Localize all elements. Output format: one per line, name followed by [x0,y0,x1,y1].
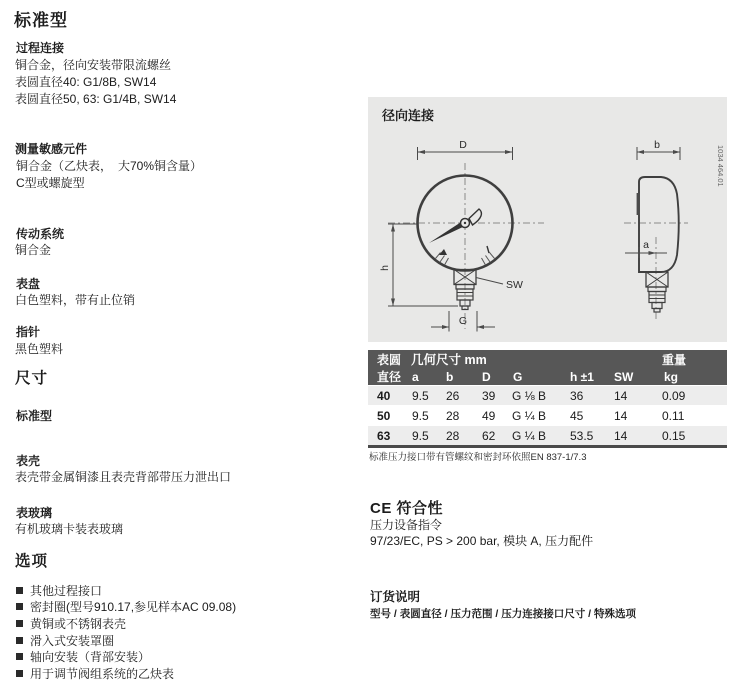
options-heading: 选项 [15,553,49,570]
dim-label-G: G [458,315,468,327]
ordering-heading: 订货说明 [370,590,421,604]
option-item [15,615,236,632]
section-label-case: 表壳 [16,454,41,468]
cell-kg: 0.15 [662,428,686,443]
ce-line-detail: 97/23/EC, PS > 200 bar, 模块 A, 压力配件 [370,534,594,548]
ce-heading: CE 符合性 [370,500,444,517]
option-item [15,648,236,665]
header-col-SW: SW [614,369,634,384]
dim-label-D: D [459,139,467,151]
section-case-text: 表壳带金属铜漆且表壳背部带压力泄出口 [15,470,232,484]
square-bullet-icon [16,620,23,627]
cell-SW: 14 [614,408,628,423]
cell-dia: 40 [377,388,391,403]
section-sensing-element-text [16,158,202,192]
option-label: 轴向安装（背部安装） [30,650,151,665]
dimensions-subheading: 标准型 [16,409,53,423]
cell-h: 36 [570,388,584,403]
cell-SW: 14 [614,428,628,443]
text-line: 表圆直径40: G1/8B, SW14 [15,75,157,89]
section-dial-text: 白色塑料，带有止位销 [15,293,136,307]
section-label-movement: 传动系统 [16,227,65,241]
cell-G: G ⅛ B [512,388,547,403]
table-footnote: 标准压力接口带有管螺纹和密封环依照EN 837-1/7.3 [369,452,587,463]
text-line: 铜合金（乙炔表， 大70%铜含量） [16,159,203,173]
panel-title: 径向连接 [382,108,435,123]
drawing-reference-number: 1034 464.01 [716,145,725,187]
header-weight: 重量 [662,352,687,367]
ce-line-directive: 压力设备指令 [370,518,443,532]
text-line: 铜合金，径向安装带限流螺丝 [15,58,172,72]
cell-G: G ¼ B [512,408,547,423]
ordering-text: 型号 / 表圆直径 / 压力范围 / 压力连接接口尺寸 / 特殊选项 [370,608,637,620]
cell-dia: 63 [377,428,391,443]
cell-SW: 14 [614,388,628,403]
table-row [368,405,727,425]
square-bullet-icon [16,637,23,644]
option-item [15,582,236,599]
dim-label-h: h [379,265,391,271]
cell-a: 9.5 [412,408,429,423]
section-label-dial: 表盘 [16,277,41,291]
cell-kg: 0.09 [662,388,686,403]
header-col-D: D [482,369,491,384]
header-kg: kg [664,369,679,384]
table-header [368,350,727,385]
text-line: C型或螺旋型 [16,176,85,190]
section-label-sensing-element: 测量敏感元件 [15,142,88,156]
cell-b: 28 [446,408,460,423]
dimensions-table [368,350,727,448]
dim-h [388,224,458,306]
cell-G: G ¼ B [512,428,547,443]
text-line: 表圆直径50, 63: G1/4B, SW14 [15,92,177,106]
section-movement-text: 铜合金 [15,243,52,257]
header-group-dimensions: 几何尺寸 mm [411,353,487,367]
table-row [368,425,727,445]
cell-D: 62 [482,428,496,443]
section-window-text: 有机玻璃卡装表玻璃 [15,522,124,536]
cell-dia: 50 [377,408,391,423]
section-label-window: 表玻璃 [16,506,53,520]
options-list [15,582,236,682]
square-bullet-icon [16,587,23,594]
option-label: 滑入式安装罩圈 [30,633,115,648]
cell-h: 45 [570,408,584,423]
option-label: 其他过程接口 [30,583,103,598]
square-bullet-icon [16,670,23,677]
option-item [15,665,236,682]
gauge-technical-drawing [368,97,727,342]
page-title: 标准型 [14,11,68,30]
table-bottom-rule [368,445,727,448]
dim-label-b: b [654,139,660,151]
dim-label-SW: SW [506,279,523,291]
cell-kg: 0.11 [662,408,685,423]
cell-h: 53.5 [570,428,594,443]
header-dial: 表圆 [377,352,402,367]
section-label-pointer: 指针 [16,325,41,339]
case-back-tab [637,193,640,215]
header-col-b: b [446,369,454,384]
scale-zero-arrow [439,249,447,255]
header-col-G: G [513,369,523,384]
header-col-h: h ±1 [570,369,594,384]
header-col-a: a [412,369,419,384]
option-item [15,632,236,649]
header-diameter: 直径 [377,370,402,384]
cell-D: 39 [482,388,496,403]
section-pointer-text: 黑色塑料 [15,342,64,356]
cell-D: 49 [482,408,496,423]
sw-leader-line [476,278,503,285]
option-label: 用于调节阀组系统的乙炔表 [30,666,175,681]
case-outline [639,177,679,272]
option-label: 密封圈(型号910.17,参见样本AC 09.08) [30,600,237,615]
side-view [624,147,688,321]
dim-label-a: a [643,239,649,251]
section-process-connection-text [15,57,176,108]
section-label-process-connection: 过程连接 [16,41,65,55]
table-row [368,385,727,405]
cell-a: 9.5 [412,388,429,403]
cell-b: 28 [446,428,460,443]
cell-a: 9.5 [412,428,429,443]
cell-b: 26 [446,388,460,403]
dimensions-heading: 尺寸 [15,370,49,387]
front-view [388,147,544,332]
option-label: 黄铜或不锈钢表壳 [30,616,127,631]
option-item [15,599,236,616]
dimension-drawing-panel [368,97,727,342]
square-bullet-icon [16,603,23,610]
dimension-labels [379,139,660,327]
square-bullet-icon [16,653,23,660]
